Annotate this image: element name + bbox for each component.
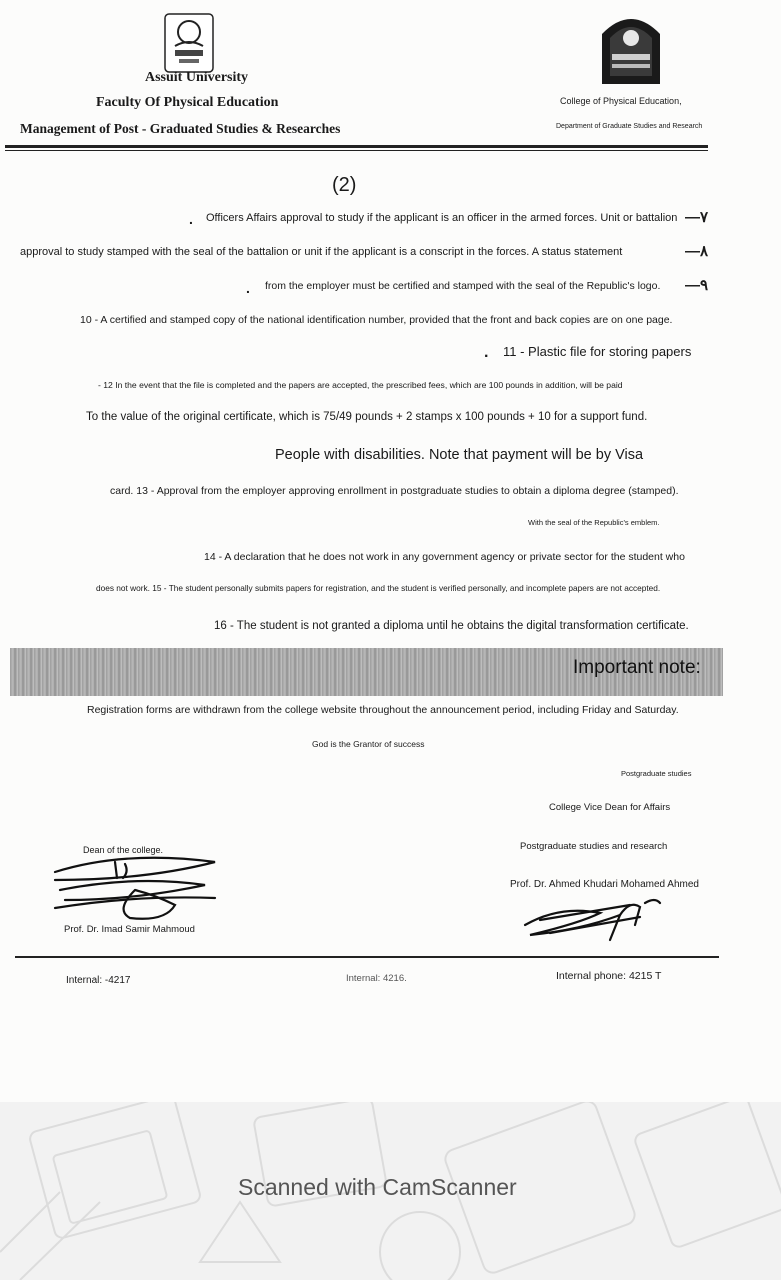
phone-left: Internal: -4217 <box>66 975 131 986</box>
item-12-cont: To the value of the original certificate, which is 75/49 pounds + 2 stamps x 100 pounds + 10 for a support fund. <box>86 411 648 423</box>
university-logo <box>163 12 215 74</box>
vice-dean-signature <box>520 895 670 945</box>
header-divider-thin <box>5 150 708 151</box>
item-11: 11 - Plastic file for storing papers <box>503 344 692 359</box>
postgrad-research-label: Postgraduate studies and research <box>520 841 668 852</box>
item-15: does not work. 15 - The student personally submits papers for registration, and the student is verified personally, and incomplete papers are not accepted. <box>96 583 661 593</box>
item-approval: approval to study stamped with the seal of the battalion or unit if the applicant is a conscript in the forces. A status statement <box>20 246 623 258</box>
watermark-text: Scanned with CamScanner <box>238 1174 517 1200</box>
bullet-dot: . <box>484 344 489 361</box>
dean-title: Dean of the college. <box>83 845 164 855</box>
item-disabilities: People with disabilities. Note that payment will be by Visa <box>275 447 644 463</box>
scanner-footer <box>0 1102 781 1280</box>
item-16: 16 - The student is not granted a diploma until he obtains the digital transformation certificate. <box>214 620 689 632</box>
item-13: card. 13 - Approval from the employer approving enrollment in postgraduate studies to obtain a diploma degree (stamped). <box>110 485 679 497</box>
faculty-name: Faculty Of Physical Education <box>96 95 279 110</box>
item-14: 14 - A declaration that he does not work in any government agency or private sector for the student who <box>204 551 685 563</box>
right-department-label: Department of Graduate Studies and Research <box>556 123 703 130</box>
item-12: - 12 In the event that the file is completed and the papers are accepted, the prescribed fees, which are 100 pounds in addition, will be paid <box>98 380 623 390</box>
registration-note: Registration forms are withdrawn from the college website throughout the announcement period, including Friday and Saturday. <box>87 704 679 716</box>
item-marker-7: —٧ <box>685 209 709 226</box>
footer-divider <box>15 956 719 958</box>
bullet-dot: . <box>246 280 250 296</box>
phone-middle: Internal: 4216. <box>346 973 407 984</box>
college-logo <box>598 10 664 86</box>
grantor-text: God is the Grantor of success <box>312 739 425 749</box>
item-officers: Officers Affairs approval to study if the applicant is an officer in the armed forces. Unit or battalion <box>206 212 678 224</box>
vice-dean-name: Prof. Dr. Ahmed Khudari Mohamed Ahmed <box>510 879 699 890</box>
management-name: Management of Post - Graduated Studies & Researches <box>20 121 341 136</box>
phone-right: Internal phone: 4215 T <box>556 970 662 982</box>
page-number: (2) <box>332 174 357 196</box>
item-employer: from the employer must be certified and stamped with the seal of the Republic's logo. <box>265 280 661 292</box>
header-divider <box>5 145 708 148</box>
item-marker-9: —٩ <box>685 277 709 294</box>
item-10: 10 - A certified and stamped copy of the national identification number, provided that the front and back copies are on one page. <box>80 314 673 326</box>
important-note-label: Important note: <box>573 657 701 678</box>
item-13-seal: With the seal of the Republic's emblem. <box>528 518 660 527</box>
right-college-label: College of Physical Education, <box>560 96 682 106</box>
item-marker-8: —٨ <box>685 243 709 260</box>
postgrad-studies-label: Postgraduate studies <box>621 769 692 778</box>
dean-name: Prof. Dr. Imad Samir Mahmoud <box>64 924 195 935</box>
university-name: Assuit University <box>145 70 249 85</box>
dean-signature <box>45 850 225 925</box>
vice-dean-title: College Vice Dean for Affairs <box>549 802 671 813</box>
bullet-dot: . <box>189 211 193 227</box>
